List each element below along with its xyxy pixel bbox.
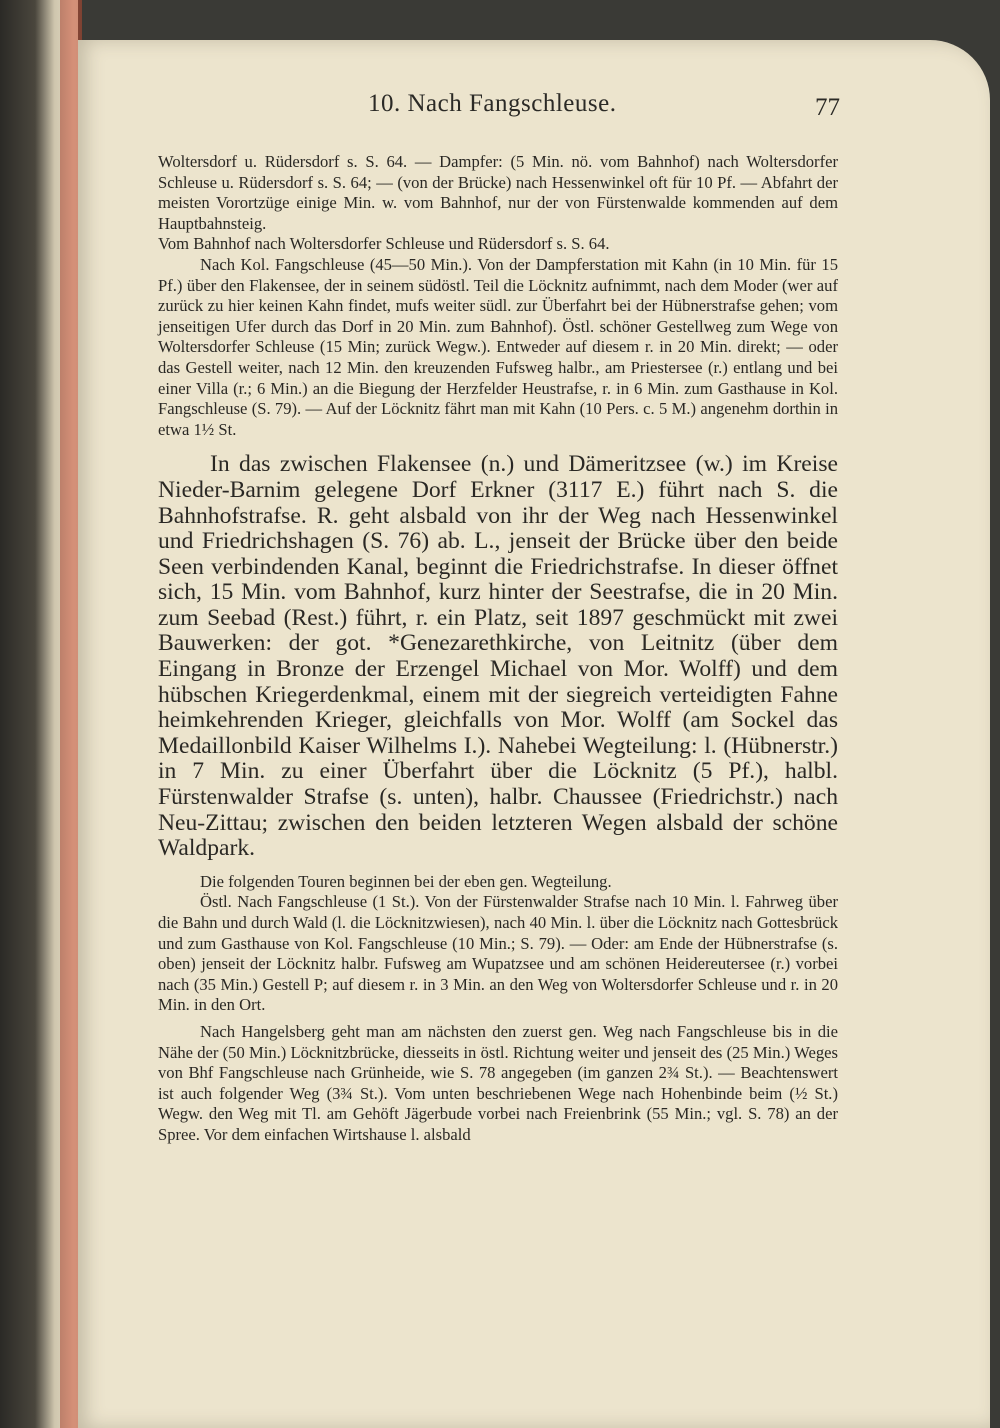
paragraph-erkner-description: In das zwischen Flakensee (n.) und Dämeritzsee (w.) im Kreise Nieder-Barnim gelegene Dorf Erkner (3117 E.) führt nach S. die Bahnhofstrafse. R. geht alsbald von ihr der Weg nach Hessenwinkel und Friedrichshagen (S. 76) ab. L., jenseit der Brücke über den beide Seen verbindenden Kanal, beginnt die Friedrichstrafse. In dieser öffnet sich, 15 Min. vom Bahnhof, kurz hinter der Seestrafse, die in 20 Min. zum Seebad (Rest.) führt, r. ein Platz, seit 1897 geschmückt mit zwei Bauwerken: der got. *Genezarethkirche, von Leitnitz (über dem Eingang in Bronze der Erzengel Michael von Mor. Wolff) und dem hübschen Kriegerdenkmal, einem mit der siegreich verteidigten Fahne heimkehrenden Krieger, gleichfalls von Mor. Wolff (am Sockel das Medaillonbild Kaiser Wilhelms I.). Nahebei Wegteilung: l. (Hübnerstr.) in 7 Min. zu einer Überfahrt über die Löcknitz (5 Pf.), halbl. Fürstenwalder Strafse (s. unten), halbr. Chaussee (Friedrichstr.) nach Neu-Zittau; zwischen den beiden letzteren Wegen alsbald der schöne Waldpark. — [158, 451, 838, 862]
paragraph-folgende-touren: Die folgenden Touren beginnen bei der eben gen. Wegteilung. — [200, 871, 612, 891]
book-page — [78, 40, 990, 1428]
paragraph-nach-hangelsberg: Nach Hangelsberg geht man am nächsten den zuerst gen. Weg nach Fangschleuse bis in die Nähe der (50 Min.) Löcknitzbrücke, diesseits in östl. Richtung weiter und jenseit des (25 Min.) Weges von Bhf Fangschleuse nach Grünheide, wie S. 78 angegeben (im ganzen 2¾ St.). — Beachtenswert ist auch folgender Weg (3¾ St.). Vom unten beschriebenen Wege nach Hohenbinde beim (½ St.) Wegw. den Weg mit Tl. am Gehöft Jägerbude vorbei nach Freienbrink (55 Min.; vgl. S. 78) an der Spree. Vor dem einfachen Wirtshause l. alsbald — [158, 1021, 838, 1144]
page-header — [78, 90, 990, 130]
page-body — [158, 152, 838, 1146]
page-number: 77 — [815, 94, 840, 121]
paragraph-oestl-fangschleuse: Östl. Nach Fangschleuse (1 St.). Von der Fürstenwalder Strafse nach 10 Min. l. Fahrweg über die Bahn und durch Wald (l. die Löcknitzwiesen), nach 40 Min. l. über die Löcknitz nach Gottesbrück und zum Gasthause von Kol. Fangschleuse (10 Min.; S. 79). — Oder: am Ende der Hübnerstrafse (s. oben) jenseit der Löcknitz halbr. Fufsweg am Wupatzsee und am schönen Heidereutersee (r.) vorbei nach (35 Min.) Gestell P; auf diesem r. in 3 Min. an den Weg von Woltersdorfer Schleuse und r. in 20 Min. in den Ort. — [158, 892, 838, 1015]
paragraph-vom-bahnhof: Vom Bahnhof nach Woltersdorfer Schleuse und Rüdersdorf s. S. 64. — [158, 234, 610, 254]
running-head: 10. Nach Fangschleuse. — [368, 90, 617, 117]
paragraph-nach-kol-fangschleuse: Nach Kol. Fangschleuse (45—50 Min.). Von der Dampferstation mit Kahn (in 10 Min. für 15 Pf.) über den Flakensee, der in seinem südöstl. Teil die Löcknitz aufnimmt, nach dem Moder (wer auf zurück zu hier keinen Kahn findet, mufs weiter südl. zur Überfahrt bei der Hübnerstrafse gehen; vom jenseitigen Ufer durch das Dorf in 20 Min. zum Bahnhof). Östl. schöner Gestellweg zum Wege von Woltersdorfer Schleuse (15 Min; zurück Wegw.). Entweder auf diesem r. in 20 Min. direkt; — oder das Gestell weiter, nach 12 Min. den kreuzenden Fufsweg halbr., am Priestersee (r.) entlang und bei einer Villa (r.; 6 Min.) an die Biegung der Herzfelder Heustrafse, r. in 6 Min. zum Gasthause in Kol. Fangschleuse (S. 79). — Auf der Löcknitz fährt man mit Kahn (10 Pers. c. 5 M.) angenehm dorthin in etwa 1½ St. — [158, 254, 838, 439]
paragraph-woltersdorf-dampfer: Woltersdorf u. Rüdersdorf s. S. 64. — Dampfer: (5 Min. nö. vom Bahnhof) nach Woltersdorfer Schleuse u. Rüdersdorf s. S. 64; — (von der Brücke) nach Hessenwinkel oft für 10 Pf. — Abfahrt der meisten Vorortzüge einige Min. w. vom Bahnhof, nur der von Fürstenwalde kommenden auf dem Hauptbahnsteig. — [158, 152, 838, 233]
